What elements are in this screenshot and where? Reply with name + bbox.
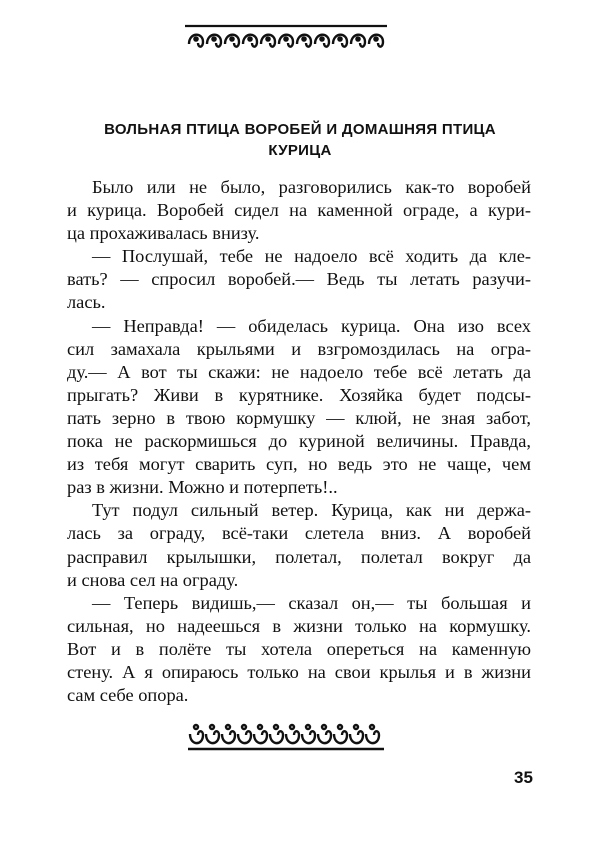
text-line: раз в жизни. Можно и потерпеть!..	[67, 477, 338, 498]
text-line: лась.	[67, 292, 106, 313]
text-line: расправил крылышки, полетал, полетал вокруг да	[67, 546, 531, 567]
top-ornament-icon	[183, 22, 389, 52]
text-line: пать зерно в твою кормушку — клюй, не зная забот,	[67, 407, 531, 428]
story-body	[67, 176, 531, 707]
text-line: Тут подул сильный ветер. Курица, как ни держа-	[92, 500, 531, 521]
text-line: вать? — спросил воробей.— Ведь ты летать разучи-	[67, 269, 531, 290]
text-line: сам себе опора.	[67, 685, 189, 706]
text-line: и снова сел на ограду.	[67, 569, 239, 590]
text-line: — Послушай, тебе не надоело всё ходить да кле-	[92, 246, 531, 267]
text-line: — Неправда! — обиделась курица. Она изо всех	[92, 315, 531, 336]
story-title-line-1: ВОЛЬНАЯ ПТИЦА ВОРОБЕЙ И ДОМАШНЯЯ ПТИЦА	[104, 121, 496, 138]
text-line: прыгать? Живи в курятнике. Хозяйка будет подсы-	[67, 384, 531, 405]
text-line: сил замахала крыльями и взгромоздилась на огра-	[67, 338, 531, 359]
text-line: из тебя могут сварить суп, но ведь это не чаще, чем	[67, 454, 531, 475]
text-line: — Теперь видишь,— сказал он,— ты большая и	[92, 592, 531, 613]
text-line: лась за ограду, всё-таки слетела вниз. А воробей	[67, 523, 531, 544]
text-line: Было или не было, разговорились как-то воробей	[92, 177, 531, 197]
text-line: Вот и в полёте ты хотела опереться на каменную	[67, 638, 531, 659]
page-number: 35	[514, 768, 533, 787]
bottom-ornament-icon	[186, 722, 386, 754]
text-line: пока не раскормишься до куриной величины. Правда,	[67, 431, 531, 452]
story-title-line-2: КУРИЦА	[268, 142, 332, 159]
text-line: стену. А я опираюсь только на свои крылья и в жизни	[67, 661, 531, 682]
text-line: сильная, но надеешься в жизни только на кормушку.	[67, 615, 531, 636]
text-line: ца прохаживалась внизу.	[67, 223, 260, 244]
text-line: и курица. Воробей сидел на каменной ограде, а кури-	[67, 200, 531, 221]
text-line: ду.— А вот ты скажи: не надоело тебе всё летать да	[67, 361, 531, 382]
